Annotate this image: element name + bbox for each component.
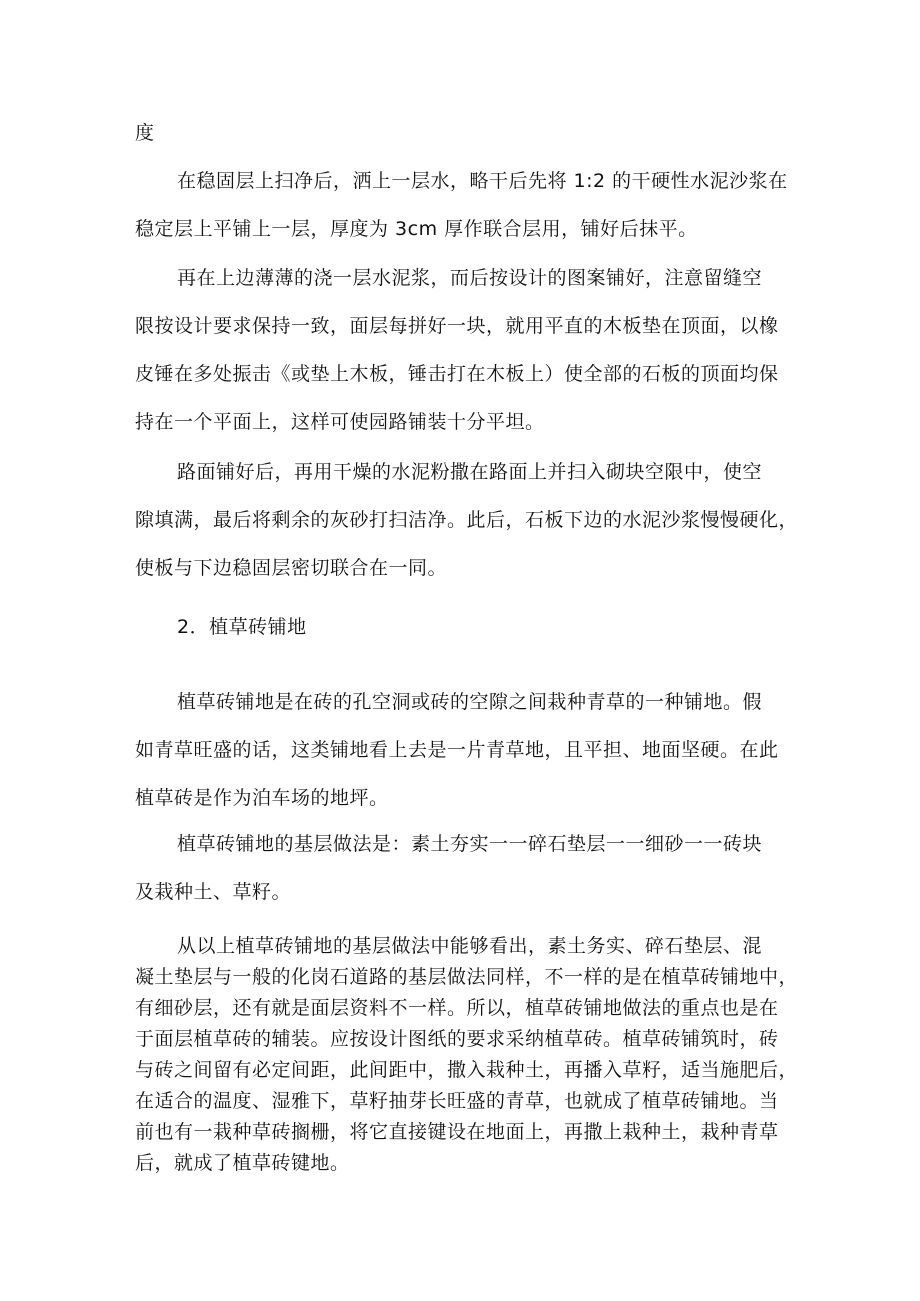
paragraph-line: 在适合的温度、湿雅下，草籽抽芽长旺盛的青草，也就成了植草砖铺地。当 (135, 1090, 779, 1112)
paragraph-line: 限按设计要求保持一致，面层每拼好一块，就用平直的木板垫在顶面，以橡 (135, 315, 779, 337)
paragraph-line: 植草砖铺地的基层做法是：素土夯实一一碎石垫层一一细砂一一砖块 (177, 833, 763, 855)
paragraph-line: 稳定层上平铺上一层，厚度为 3cm 厚作联合层用，铺好后抹平。 (135, 218, 698, 240)
fragment-line: 度 (135, 122, 155, 144)
paragraph-line: 在稳固层上扫净后，洒上一层水，略干后先将 1:2 的干硬性水泥沙浆在 (177, 170, 788, 192)
paragraph-line: 与砖之间留有必定间距，此间距中，撒入栽种土，再播入草籽，适当施肥后， (135, 1059, 799, 1081)
section-heading (135, 603, 790, 651)
paragraph-line: 前也有一栽种草砖搁栅，将它直接键设在地面上，再撒上栽种土，栽种青草 (135, 1121, 779, 1143)
paragraph-line: 从以上植草砖铺地的基层做法中能够看出，素土务实、碎石垫层、混 (177, 935, 763, 957)
paragraph-line: 隙填满，最后将剩余的灰砂打扫洁净。此后，石板下边的水泥沙浆慢慢硬化， (135, 509, 799, 531)
paragraph-6 (135, 931, 799, 1179)
paragraph-line: 后，就成了植草砖键地。 (135, 1152, 350, 1174)
paragraph-line: 凝土垫层与一般的化岗石道路的基层做法同样，不一样的是在植草砖铺地中， (135, 966, 799, 988)
paragraph-1 (135, 157, 790, 253)
paragraph-2 (135, 254, 790, 446)
paragraph-line: 有细砂层，还有就是面层资料不一样。所以，植草砖铺地做法的重点也是在 (135, 997, 779, 1019)
paragraph-line: 使板与下边稳固层密切联合在一同。 (135, 557, 448, 579)
paragraph-line: 如青草旺盛的话，这类铺地看上去是一片青草地，且平担、地面坚硬。在此 (135, 739, 779, 761)
paragraph-line: 再在上边薄薄的浇一层水泥浆，而后按设计的图案铺好，注意留缝空 (177, 267, 763, 289)
paragraph-line: 植草砖是作为泊车场的地坪。 (135, 787, 389, 809)
paragraph-line: 皮锤在多处振击《或垫上木板，锤击打在木板上）使全部的石板的顶面均保 (135, 363, 779, 385)
section-heading-text: 2．植草砖铺地 (177, 616, 307, 638)
fragment-top (135, 109, 790, 157)
paragraph-line: 路面铺好后，再用干燥的水泥粉撒在路面上并扫入砌块空限中，使空 (177, 461, 763, 483)
paragraph-line: 持在一个平面上，这样可使园路铺装十分平坦。 (135, 411, 545, 433)
paragraph-line: 植草砖铺地是在砖的孔空洞或砖的空隙之间栽种青草的一种铺地。假 (177, 691, 763, 713)
paragraph-3 (135, 448, 799, 592)
paragraph-5 (135, 820, 790, 916)
paragraph-line: 及栽种土、草籽。 (135, 881, 292, 903)
paragraph-4 (135, 678, 790, 822)
paragraph-line: 于面层植草砖的辅装。应按设计图纸的要求采纳植草砖。植草砖铺筑时，砖 (135, 1028, 779, 1050)
